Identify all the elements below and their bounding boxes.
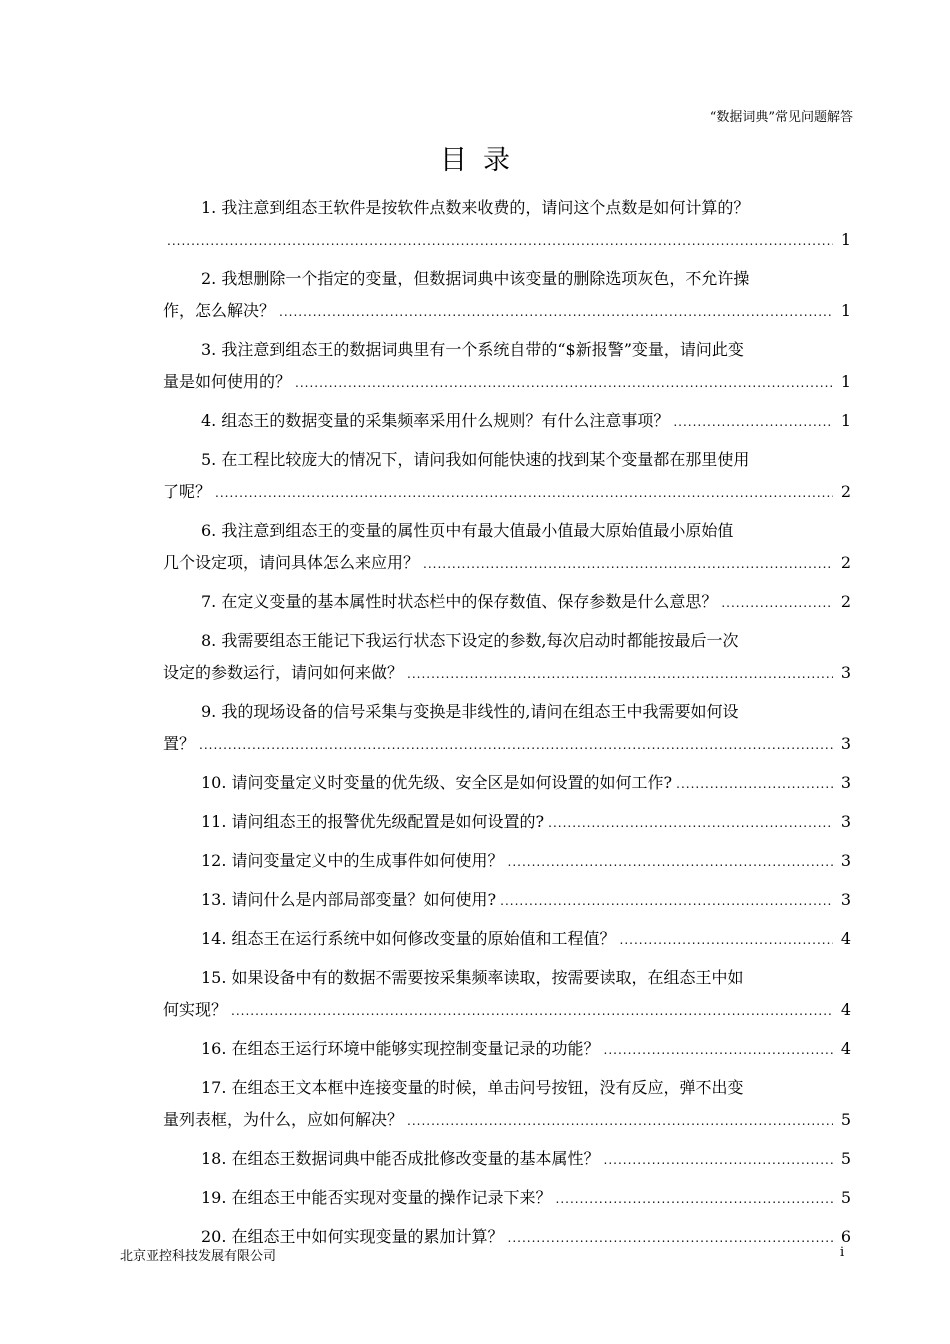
toc-entry[interactable] xyxy=(163,806,851,839)
toc-entry-line xyxy=(163,1182,851,1215)
toc-page-number: 3 xyxy=(840,773,851,792)
toc-entry-line xyxy=(163,295,851,328)
toc-entry-line xyxy=(163,547,851,580)
toc-entry-line xyxy=(163,476,851,509)
toc-dot-leader xyxy=(721,587,833,619)
toc-dot-leader xyxy=(508,846,833,878)
toc-page-number: 2 xyxy=(840,482,851,501)
toc-entry-text: 设定的参数运行，请问如何来做？ xyxy=(163,663,404,682)
table-of-contents xyxy=(163,192,851,1260)
toc-entry-text: 4. 组态王的数据变量的采集频率采用什么规则？有什么注意事项？ xyxy=(201,411,670,430)
toc-entry-text: 7. 在定义变量的基本属性时状态栏中的保存数值、保存参数是什么意思？ xyxy=(201,592,718,611)
toc-dot-leader xyxy=(199,729,833,761)
toc-entry-text: 8. 我需要组态王能记下我运行状态下设定的参数,每次启动时都能按最后一次 xyxy=(201,631,739,650)
toc-entry[interactable] xyxy=(163,405,851,438)
toc-entry[interactable] xyxy=(163,767,851,800)
toc-page-number: 5 xyxy=(840,1149,851,1168)
toc-entry-line xyxy=(163,444,851,476)
toc-page-number: 1 xyxy=(840,411,851,430)
toc-page-number: 4 xyxy=(840,1039,851,1058)
toc-entry-text: 作，怎么解决？ xyxy=(163,301,276,320)
toc-page-number: 3 xyxy=(840,663,851,682)
toc-entry-line xyxy=(163,515,851,547)
running-header: “数据词典”常见问题解答 xyxy=(709,110,853,125)
toc-page-number: 6 xyxy=(840,1227,851,1246)
toc-entry-line xyxy=(163,657,851,690)
toc-entry-text: 18. 在组态王数据词典中能否成批修改变量的基本属性？ xyxy=(201,1149,600,1168)
toc-entry-text: 3. 我注意到组态王的数据词典里有一个系统自带的“$新报警”变量，请问此变 xyxy=(201,340,744,359)
toc-entry[interactable] xyxy=(163,263,851,328)
toc-entry-text: 了呢？ xyxy=(163,482,212,501)
toc-entry[interactable] xyxy=(163,1072,851,1137)
toc-entry-text: 10. 请问变量定义时变量的优先级、安全区是如何设置的如何工作? xyxy=(201,773,673,792)
toc-dot-leader xyxy=(215,477,833,509)
toc-dot-leader xyxy=(508,1222,833,1254)
toc-entry-text: 几个设定项，请问具体怎么来应用？ xyxy=(163,553,420,572)
toc-dot-leader xyxy=(295,367,833,399)
page-title: 目录 xyxy=(440,145,526,176)
toc-entry-line xyxy=(163,1104,851,1137)
toc-dot-leader xyxy=(423,548,833,580)
toc-dot-leader xyxy=(604,1144,833,1176)
toc-entry-line xyxy=(163,1033,851,1066)
toc-entry-line xyxy=(163,767,851,800)
toc-entry-text: 量列表框，为什么，应如何解决？ xyxy=(163,1110,404,1129)
toc-dot-leader xyxy=(279,296,833,328)
toc-entry[interactable] xyxy=(163,1143,851,1176)
toc-entry[interactable] xyxy=(163,334,851,399)
toc-entry[interactable] xyxy=(163,1182,851,1215)
toc-entry-text: 17. 在组态王文本框中连接变量的时候，单击问号按钮，没有反应，弹不出变 xyxy=(201,1078,744,1097)
toc-entry[interactable] xyxy=(163,586,851,619)
toc-page-number: 2 xyxy=(840,592,851,611)
toc-dot-leader xyxy=(500,885,833,917)
toc-page-number: 2 xyxy=(840,553,851,572)
toc-entry-line xyxy=(163,696,851,728)
toc-page-number: 5 xyxy=(840,1110,851,1129)
toc-entry-line xyxy=(163,728,851,761)
toc-page-number: 4 xyxy=(840,929,851,948)
toc-dot-leader xyxy=(407,1105,833,1137)
toc-entry-line xyxy=(163,586,851,619)
toc-dot-leader xyxy=(548,807,833,839)
toc-entry-line xyxy=(163,192,851,224)
toc-entry[interactable] xyxy=(163,1033,851,1066)
toc-dot-leader xyxy=(676,768,833,800)
toc-page-number: 5 xyxy=(840,1188,851,1207)
toc-dot-leader xyxy=(556,1183,833,1215)
toc-entry-line xyxy=(163,962,851,994)
toc-dot-leader xyxy=(620,924,833,956)
toc-entry-line xyxy=(163,1072,851,1104)
toc-entry-line xyxy=(163,806,851,839)
toc-dot-leader xyxy=(604,1034,833,1066)
toc-entry-text: 5. 在工程比较庞大的情况下，请问我如何能快速的找到某个变量都在那里使用 xyxy=(201,450,750,469)
footer-page-number: i xyxy=(840,1245,845,1260)
toc-dot-leader xyxy=(407,658,833,690)
toc-entry-text: 11. 请问组态王的报警优先级配置是如何设置的? xyxy=(201,812,545,831)
toc-entry[interactable] xyxy=(163,923,851,956)
toc-entry-text: 13. 请问什么是内部局部变量？如何使用? xyxy=(201,890,497,909)
toc-entry[interactable] xyxy=(163,192,851,257)
toc-entry[interactable] xyxy=(163,884,851,917)
toc-dot-leader xyxy=(167,225,833,257)
toc-entry-text: 9. 我的现场设备的信号采集与变换是非线性的,请问在组态王中我需要如何设 xyxy=(201,702,739,721)
toc-page-number: 1 xyxy=(840,301,851,320)
toc-entry-line xyxy=(163,366,851,399)
toc-entry-line xyxy=(163,224,851,257)
toc-entry-text: 12. 请问变量定义中的生成事件如何使用？ xyxy=(201,851,504,870)
toc-entry[interactable] xyxy=(163,962,851,1027)
toc-page-number: 1 xyxy=(840,372,851,391)
toc-entry-text: 6. 我注意到组态王的变量的属性页中有最大值最小值最大原始值最小原始值 xyxy=(201,521,734,540)
toc-entry-text: 19. 在组态王中能否实现对变量的操作记录下来？ xyxy=(201,1188,552,1207)
toc-entry-line xyxy=(163,1143,851,1176)
toc-entry-line xyxy=(163,994,851,1027)
toc-page-number: 3 xyxy=(840,734,851,753)
toc-entry-line xyxy=(163,334,851,366)
toc-entry-text: 14. 组态王在运行系统中如何修改变量的原始值和工程值？ xyxy=(201,929,616,948)
toc-dot-leader xyxy=(673,406,833,438)
toc-entry-text: 16. 在组态王运行环境中能够实现控制变量记录的功能？ xyxy=(201,1039,600,1058)
toc-entry-text: 1. 我注意到组态王软件是按软件点数来收费的，请问这个点数是如何计算的？ xyxy=(201,198,750,217)
toc-entry[interactable] xyxy=(163,444,851,509)
toc-entry-line xyxy=(163,923,851,956)
footer-company: 北京亚控科技发展有限公司 xyxy=(120,1249,277,1264)
toc-page-number: 3 xyxy=(840,812,851,831)
toc-entry-text: 何实现？ xyxy=(163,1000,228,1019)
toc-entry-text: 20. 在组态王中如何实现变量的累加计算？ xyxy=(201,1227,504,1246)
toc-entry-text: 量是如何使用的？ xyxy=(163,372,292,391)
toc-entry-text: 2. 我想删除一个指定的变量，但数据词典中该变量的删除选项灰色，不允许操 xyxy=(201,269,750,288)
toc-entry-line xyxy=(163,263,851,295)
toc-page-number: 3 xyxy=(840,890,851,909)
toc-entry-text: 置？ xyxy=(163,734,196,753)
toc-page-number: 4 xyxy=(840,1000,851,1019)
toc-entry[interactable] xyxy=(163,515,851,580)
toc-entry[interactable] xyxy=(163,696,851,761)
toc-page-number: 3 xyxy=(840,851,851,870)
toc-entry-line xyxy=(163,845,851,878)
toc-dot-leader xyxy=(231,995,833,1027)
toc-entry-line xyxy=(163,884,851,917)
toc-entry-text: 15. 如果设备中有的数据不需要按采集频率读取，按需要读取，在组态王中如 xyxy=(201,968,744,987)
toc-entry[interactable] xyxy=(163,845,851,878)
toc-entry[interactable] xyxy=(163,625,851,690)
toc-page-number: 1 xyxy=(840,230,851,249)
toc-entry-line xyxy=(163,405,851,438)
toc-entry-line xyxy=(163,625,851,657)
